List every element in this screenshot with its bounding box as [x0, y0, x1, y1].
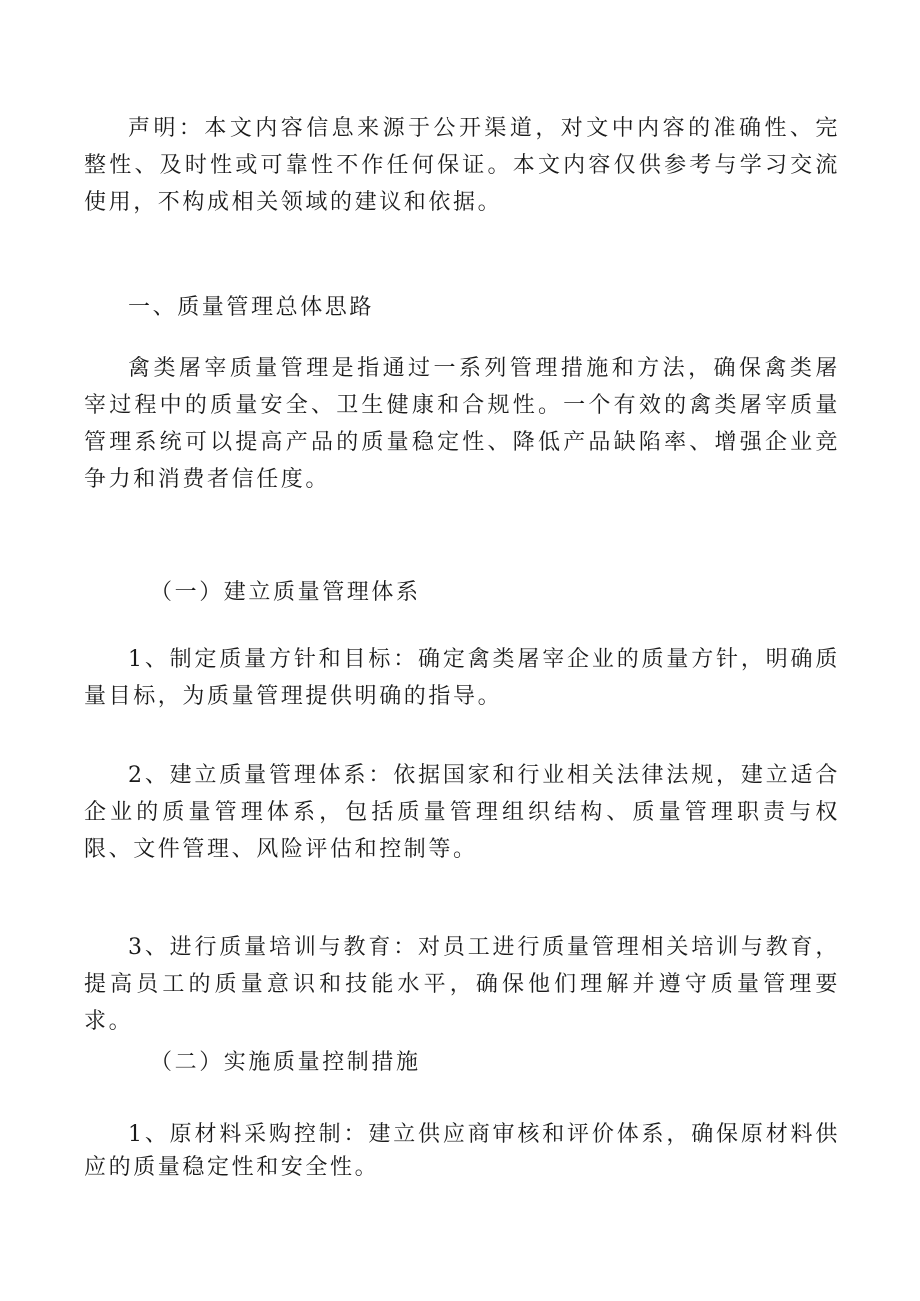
list-item-quality-policy: 1、制定质量方针和目标：确定禽类屠宰企业的质量方针，明确质量目标，为质量管理提供明确的指导。 [84, 647, 840, 709]
list-item-quality-system: 2、建立质量管理体系：依据国家和行业相关法律法规，建立适合企业的质量管理体系，包括质量管理组织结构、质量管理职责与权限、文件管理、风险评估和控制等。 [84, 763, 840, 862]
subsection-heading-control-measures: （二）实施质量控制措施 [150, 1050, 421, 1075]
section-intro-paragraph: 禽类屠宰质量管理是指通过一系列管理措施和方法，确保禽类屠宰过程中的质量安全、卫生健康和合规性。一个有效的禽类屠宰质量管理系统可以提高产品的质量稳定性、降低产品缺陷率、增强企业竞争力和消费者信任度。 [84, 356, 840, 492]
section-heading-overall-approach: 一、质量管理总体思路 [128, 295, 375, 320]
subsection-heading-establish-system: （一）建立质量管理体系 [150, 580, 421, 605]
list-item-raw-material-control: 1、原材料采购控制：建立供应商审核和评价体系，确保原材料供应的质量稳定性和安全性。 [84, 1122, 840, 1180]
list-item-quality-training: 3、进行质量培训与教育：对员工进行质量管理相关培训与教育，提高员工的质量意识和技能水平，确保他们理解并遵守质量管理要求。 [84, 935, 840, 1034]
disclaimer-paragraph: 声明：本文内容信息来源于公开渠道，对文中内容的准确性、完整性、及时性或可靠性不作任何保证。本文内容仅供参考与学习交流使用，不构成相关领域的建议和依据。 [84, 116, 840, 215]
